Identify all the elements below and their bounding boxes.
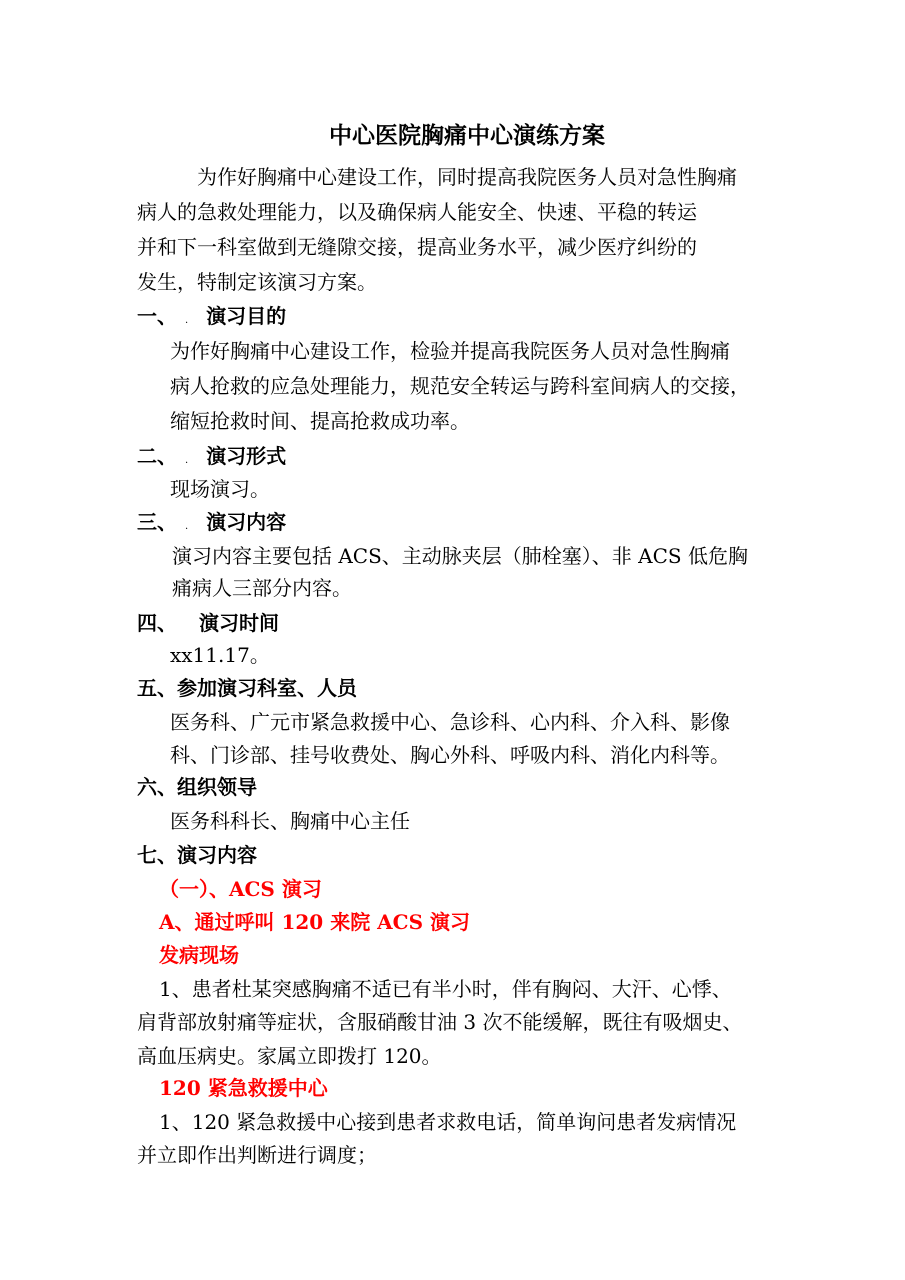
section-heading-7: 七、演习内容 <box>137 843 257 867</box>
section-dot: . <box>185 521 189 532</box>
section-title: 演习形式 <box>206 444 287 468</box>
section-line: 现场演习。 <box>170 477 270 501</box>
section-number: 二、 <box>137 444 177 468</box>
section-title: 演习目的 <box>206 304 287 328</box>
section-line: 医务科科长、胸痛中心主任 <box>170 809 410 833</box>
section-heading-6: 六、组织领导 <box>137 775 257 799</box>
section-line: xx11.17。 <box>170 643 270 667</box>
section-line: 为作好胸痛中心建设工作，检验并提高我院医务人员对急性胸痛 <box>170 339 730 363</box>
intro-line: 并和下一科室做到无缝隙交接，提高业务水平，减少医疗纠纷的 <box>137 235 697 259</box>
section-line: 缩短抢救时间、提高抢救成功率。 <box>170 409 470 433</box>
section-heading-4 <box>137 613 279 633</box>
document-title: 中心医院胸痛中心演练方案 <box>329 122 605 149</box>
section-line: 痛病人三部分内容。 <box>172 576 352 600</box>
center-line: 1、120 紧急救援中心接到患者求救电话，简单询问患者发病情况 <box>159 1110 737 1134</box>
section-dot: . <box>185 455 189 466</box>
section-title: 演习时间 <box>199 611 279 635</box>
section-heading-2 <box>137 446 286 466</box>
center-line: 并立即作出判断进行调度； <box>137 1143 377 1167</box>
section-number: 四、 <box>137 611 177 635</box>
scene-line: 肩背部放射痛等症状，含服硝酸甘油 3 次不能缓解，既往有吸烟史、 <box>137 1010 743 1034</box>
section-heading-1 <box>137 306 286 326</box>
section-heading-3 <box>137 512 286 532</box>
section-dot: . <box>185 315 189 326</box>
section-line: 医务科、广元市紧急救援中心、急诊科、心内科、介入科、影像 <box>170 710 730 734</box>
scene-line: 高血压病史。家属立即拨打 120。 <box>137 1044 442 1068</box>
section-line: 演习内容主要包括 ACS、主动脉夹层（肺栓塞）、非 ACS 低危胸 <box>172 544 748 568</box>
intro-line: 为作好胸痛中心建设工作，同时提高我院医务人员对急性胸痛 <box>197 165 737 189</box>
section-line: 科、门诊部、挂号收费处、胸心外科、呼吸内科、消化内科等。 <box>170 743 730 767</box>
intro-line: 发生，特制定该演习方案。 <box>137 270 377 294</box>
intro-line: 病人的急救处理能力，以及确保病人能安全、快速、平稳的转运 <box>137 200 697 224</box>
subsection-acs: （一）、ACS 演习 <box>159 877 322 901</box>
section-number: 一、 <box>137 304 177 328</box>
scene-line: 1、患者杜某突感胸痛不适已有半小时，伴有胸闷、大汗、心悸、 <box>159 977 732 1001</box>
section-heading-5: 五、参加演习科室、人员 <box>137 676 357 700</box>
subsection-a: A、通过呼叫 120 来院 ACS 演习 <box>159 910 470 934</box>
section-title: 演习内容 <box>206 510 287 534</box>
section-number: 三、 <box>137 510 177 534</box>
center-title: 120 紧急救援中心 <box>159 1076 328 1100</box>
scene-title: 发病现场 <box>159 943 239 967</box>
section-line: 病人抢救的应急处理能力，规范安全转运与跨科室间病人的交接， <box>170 374 750 398</box>
